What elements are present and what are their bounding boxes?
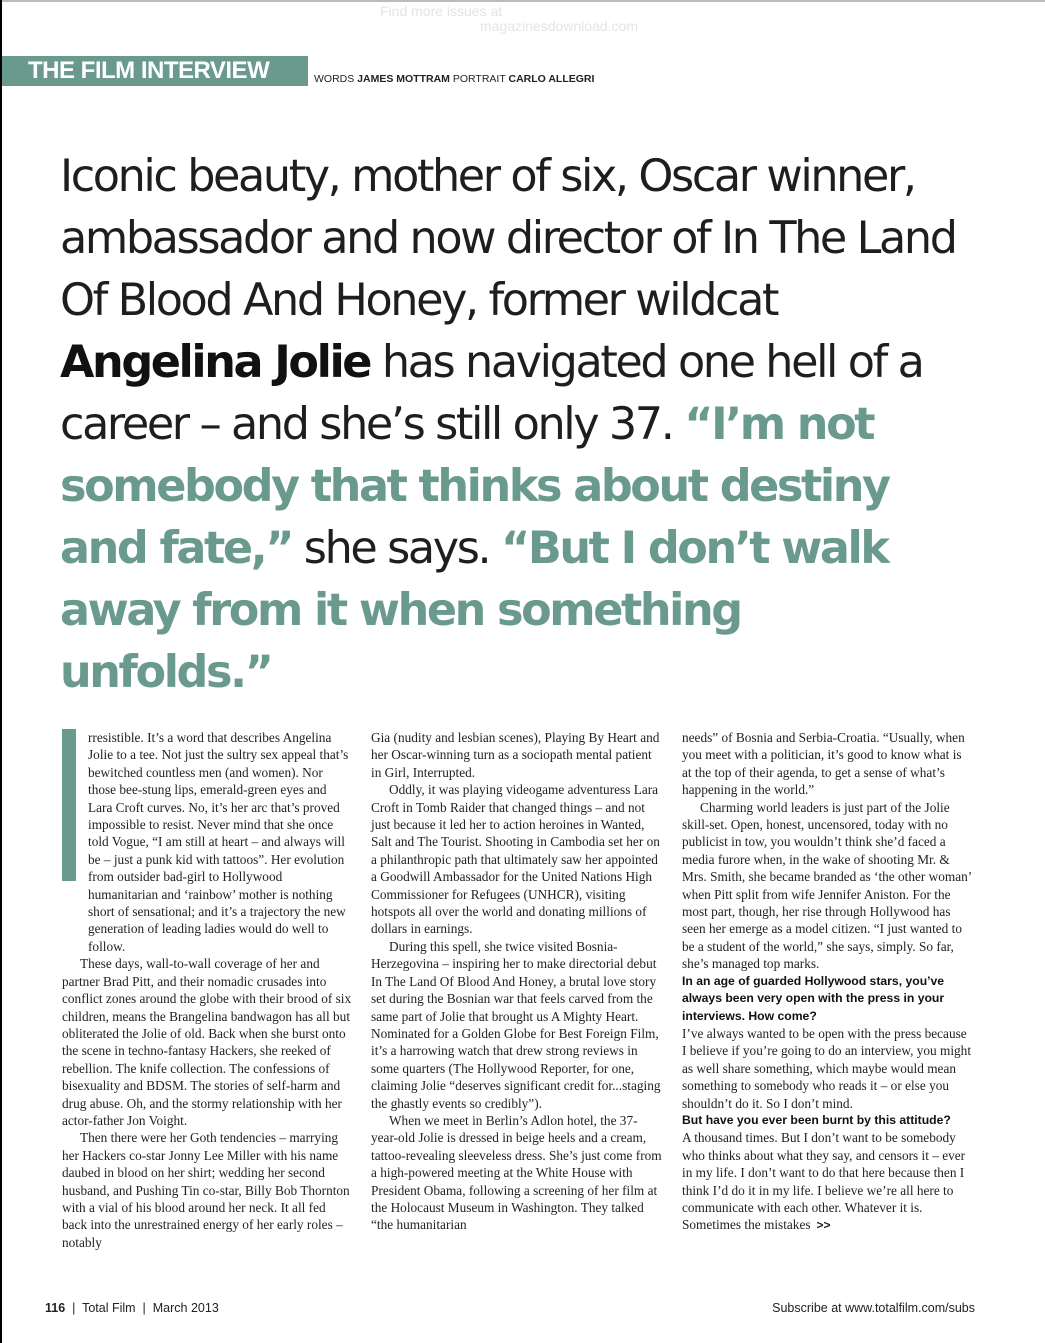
paragraph-text: rresistible. It’s a word that describes Angelina Jolie to a tee. Not just the sultry sex appeal that’s bewitched countless men (and women). Nor those bee-stung lips, emerald-green eyes and Lara Croft curves. No, it’s her arc that’s proved impossible to resist. Never mind that she once told Vogue, “I am still at heart – and always will be – just a punk kid with tattoos”. Her evolution from outsider bad-girl to Hollywood humanitarian and ‘rainbow’ mother is nothing short of sensational; and it’s a trajectory the new generation of leading ladies would do well to follow. <box>88 730 349 954</box>
body-column-1 <box>62 729 354 1251</box>
headline <box>60 146 960 704</box>
paragraph: When we meet in Berlin’s Adlon hotel, the 37-year-old Jolie is dressed in beige heels and a cream, tattoo-revealing sleeveless dress. She’s just come from a high-powered meeting at the White House with President Obama, following a screening of her film at the Holocaust Museum in Washington. They talked “the humanitarian <box>371 1112 662 1233</box>
byline <box>314 73 594 85</box>
folio <box>45 1301 219 1315</box>
writer-name: JAMES MOTTRAM <box>357 73 450 85</box>
issue-date: March 2013 <box>152 1301 219 1315</box>
paragraph: needs” of Bosnia and Serbia-Croatia. “Usually, when you meet with a politician, it’s good to know what is at the top of their agenda, to get a sense of what’s happening in the world.” <box>682 730 965 798</box>
paragraph: Oddly, it was playing videogame adventuress Lara Croft in Tomb Raider that changed things – and not just because it led her to action heroines in Wanted, Salt and The Tourist. Shooting in Cambodia set her on a philanthropic path that ultimately saw her appointed a Goodwill Ambassador for the United Nations High Commissioner for Refugees (UNHCR), visiting hotspots all over the world and donating millions of dollars in earnings. <box>371 782 660 937</box>
interview-answer-2 <box>682 1129 974 1234</box>
page-top-edge <box>0 0 1045 2</box>
interview-question-2: But have you ever been burnt by this attitude? <box>682 1112 951 1127</box>
answer-text: A thousand times. But I don’t want to be somebody who thinks about what they say, and censors it – ever in my life. I don’t want to do that here because then I think I’d do it in my life. I believe we’re all here to communicate with each other. Whatever it is. Sometimes the mistakes <box>682 1130 966 1233</box>
magazine-name: Total Film <box>82 1301 136 1315</box>
paragraph: Charming world leaders is just part of the Jolie skill-set. Open, honest, uncensored, today with no publicist in tow, you wouldn’t think she’d faced a media furore when, in the wake of shooting Mr. & Mrs. Smith, she became branded as ‘the other woman’ when Pitt split from wife Jennifer Aniston. For the most part, though, her rise through Hollywood has seen her emerge as a model citizen. “I just wanted to be a student of the world,” she says, simply. So far, she’s managed top marks. <box>682 799 972 972</box>
headline-says: she says. <box>292 523 501 574</box>
paragraph: Gia (nudity and lesbian scenes), Playing By Heart and her Oscar-winning turn as a sociopath mental patient in Girl, Interrupted. <box>371 730 660 780</box>
interview-answer-1: I’ve always wanted to be open with the press because I believe if you’re going to do an interview, you might as well share something, which maybe would mean something to somebody who reads it – or else you shouldn’t do it. So I don’t mind. <box>682 1025 972 1111</box>
words-label: WORDS <box>314 73 355 85</box>
headline-quote-2: “But I don’t walk away from it when something unfolds.” <box>60 523 888 698</box>
watermark-line2: magazinesdownload.com <box>480 18 638 34</box>
page-left-edge <box>0 0 2 1343</box>
subscribe-line: Subscribe at www.totalfilm.com/subs <box>772 1301 975 1315</box>
section-header-bar <box>2 56 308 86</box>
photographer-name: CARLO ALLEGRI <box>508 73 595 85</box>
portrait-label: PORTRAIT <box>452 73 506 85</box>
headline-name: Angelina Jolie <box>60 337 371 388</box>
watermark-line1: Find more issues at <box>380 3 503 19</box>
page-number: 116 <box>45 1301 66 1315</box>
body-column-2 <box>371 729 663 1234</box>
folio-separator: | <box>68 1301 79 1315</box>
headline-quote-1: “I’m not somebody that thinks about destiny and fate,” <box>60 399 889 574</box>
section-title: THE FILM INTERVIEW <box>28 57 270 84</box>
watermark <box>380 4 638 34</box>
headline-middle: has navigated one hell of a career – and she’s still only 37. <box>60 337 923 450</box>
paragraph <box>62 729 354 955</box>
folio-separator: | <box>139 1301 150 1315</box>
body-column-3 <box>682 729 974 1235</box>
continue-arrow-icon: >> <box>816 1218 831 1233</box>
interview-question-1: In an age of guarded Hollywood stars, you’ve always been very open with the press in your interviews. How come? <box>682 973 945 1023</box>
paragraph: During this spell, she twice visited Bosnia-Herzegovina – inspiring her to make directorial debut In The Land Of Blood And Honey, a brutal love story set during the Bosnian war that feels carved from the same part of Jolie that brought us A Mighty Heart. Nominated for a Golden Globe for Best Foreign Film, it’s a harrowing watch that drew strong reviews in some quarters (The Hollywood Reporter, for one, claiming Jolie “deserves significant credit for...staging the ghastly events so credibly”). <box>371 938 661 1111</box>
headline-intro: Iconic beauty, mother of six, Oscar winner, ambassador and now director of In The Land Of Blood And Honey, former wildcat <box>60 151 956 326</box>
paragraph: Then there were her Goth tendencies – marrying her Hackers co-star Jonny Lee Miller with his name daubed in blood on her shirt; wedding her second husband, and Pushing Tin co-star, Billy Bob Thornton with a vial of his blood around her neck. It all fed back into the unrestrained energy of her early roles – notably <box>62 1130 350 1250</box>
paragraph: These days, wall-to-wall coverage of her and partner Brad Pitt, and their nomadic crusades into conflict zones around the globe with their brood of six children, means the Brangelina bandwagon has all but obliterated the Jolie of old. Back when she burst onto the scene in techno-fantasy Hackers, she reeked of rebellion. The knife collection. The confessions of bisexuality and BDSM. The stories of self-harm and drug abuse. Oh, and the stormy relationship with her actor-father Jon Voight. <box>62 956 352 1128</box>
